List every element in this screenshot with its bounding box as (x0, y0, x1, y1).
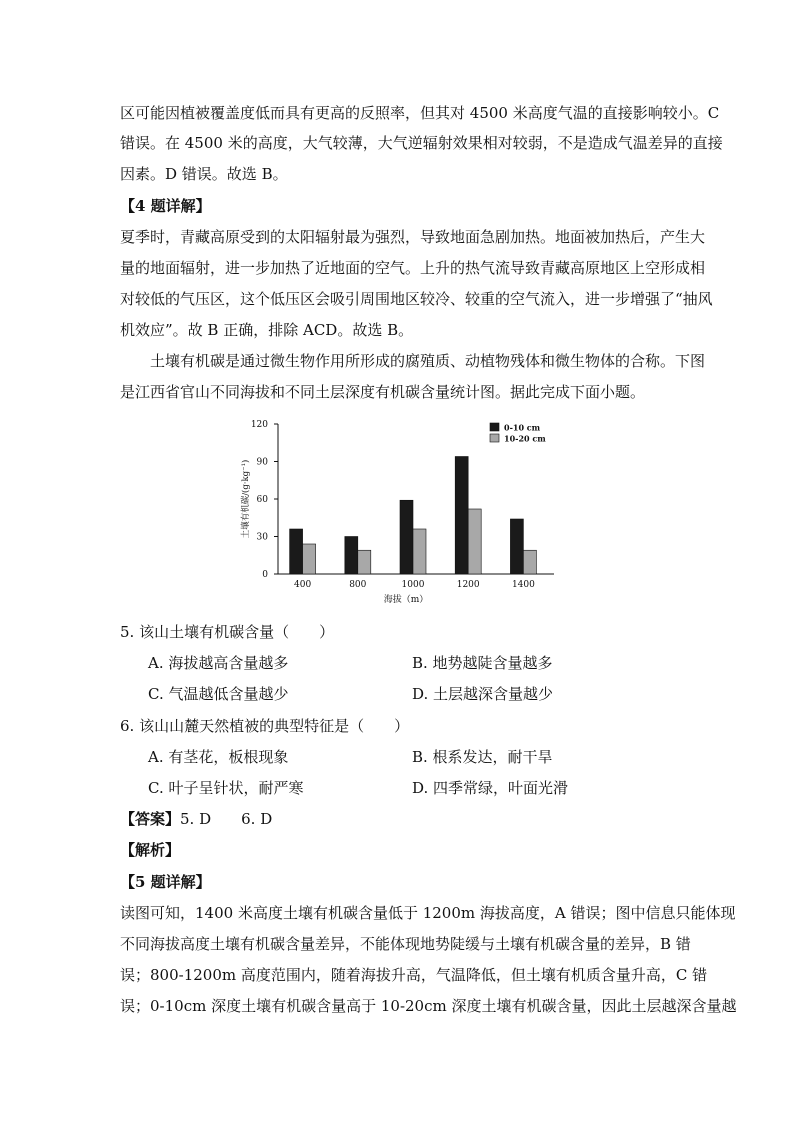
legend-swatch (490, 434, 499, 442)
bar (413, 529, 426, 574)
y-tick-label: 120 (250, 420, 268, 430)
paragraph-line: 读图可知，1400 米高度土壤有机碳含量低于 1200m 海拔高度，A 错误；图中信息只能体现 (120, 904, 736, 922)
bar (523, 550, 536, 574)
x-tick-label: 800 (349, 580, 367, 590)
y-tick-label: 90 (256, 457, 268, 468)
paragraph-line: 误；800-1200m 高度范围内，随着海拔升高，气温降低，但土壤有机质含量升高，C 错 (120, 966, 708, 984)
section-heading: 【5 题详解】 (120, 873, 211, 891)
option-d: D. 土层越深含量越少 (412, 685, 554, 703)
paragraph-line: 是江西省官山不同海拔和不同土层深度有机碳含量统计图。据此完成下面小题。 (120, 383, 646, 401)
option-c: C. 气温越低含量越少 (148, 685, 289, 703)
paragraph-line: 机效应”。故 B 正确，排除 ACD。故选 B。 (120, 321, 414, 339)
paragraph-line: 因素。D 错误。故选 B。 (120, 165, 288, 183)
x-tick-label: 1000 (401, 580, 425, 590)
option-b: B. 根系发达，耐干旱 (412, 748, 553, 766)
legend-swatch (490, 423, 499, 431)
paragraph-line: 误；0-10cm 深度土壤有机碳含量高于 10-20cm 深度土壤有机碳含量，因此土层越深含量越 (120, 997, 737, 1015)
legend-label: 0-10 cm (504, 422, 541, 433)
section-heading: 【解析】 (120, 841, 181, 859)
legend-label: 10-20 cm (504, 433, 546, 444)
paragraph-line: 区可能因植被覆盖度低而具有更高的反照率，但其对 4500 米高度气温的直接影响较小。C (120, 104, 720, 122)
bar (510, 519, 523, 574)
option-a: A. 海拔越高含量越多 (148, 654, 289, 672)
x-axis-title: 海拔（m） (383, 595, 429, 605)
answer-label: 【答案】 (120, 810, 181, 828)
paragraph-line: 土壤有机碳是通过微生物作用所形成的腐殖质、动植物残体和微生物体的合称。下图 (150, 352, 706, 370)
question-stem: 6. 该山山麓天然植被的典型特征是（ ） (120, 717, 410, 735)
bar (345, 537, 358, 575)
bar (290, 529, 303, 574)
x-tick-label: 400 (294, 580, 312, 590)
bar (468, 509, 481, 574)
section-heading: 【4 题详解】 (120, 197, 211, 215)
y-tick-label: 30 (256, 532, 268, 543)
paragraph-line: 不同海拔高度土壤有机碳含量差异，不能体现地势陡缓与土壤有机碳含量的差异，B 错 (120, 935, 691, 953)
y-tick-label: 60 (256, 495, 268, 505)
paragraph-line: 对较低的气压区，这个低压区会吸引周围地区较冷、较重的空气流入，进一步增强了“抽风 (120, 290, 713, 308)
question-stem: 5. 该山土壤有机碳含量（ ） (120, 623, 335, 641)
paragraph-line: 夏季时，青藏高原受到的太阳辐射最为强烈，导致地面急剧加热。地面被加热后，产生大 (120, 228, 706, 246)
chart-svg (232, 410, 562, 615)
bar-chart (232, 410, 562, 615)
option-d: D. 四季常绿，叶面光滑 (412, 779, 569, 797)
option-a: A. 有茎花，板根现象 (148, 748, 289, 766)
paragraph-line: 量的地面辐射，进一步加热了近地面的空气。上升的热气流导致青藏高原地区上空形成相 (120, 259, 706, 277)
bar (455, 457, 468, 575)
bar (400, 500, 413, 574)
answer-line (120, 809, 680, 829)
option-c: C. 叶子呈针状，耐严寒 (148, 779, 304, 797)
paragraph-line: 错误。在 4500 米的高度，大气较薄，大气逆辐射效果相对较弱，不是造成气温差异的直接 (120, 134, 723, 152)
y-axis-title: 土壤有机碳/(g·kg⁻¹) (241, 459, 251, 539)
y-tick-label: 0 (262, 570, 268, 580)
x-tick-label: 1200 (456, 580, 480, 590)
bar (358, 550, 371, 574)
option-b: B. 地势越陡含量越多 (412, 654, 553, 672)
answer-value: 5. D 6. D (180, 810, 273, 828)
x-tick-label: 1400 (511, 580, 535, 590)
bar (303, 544, 316, 574)
